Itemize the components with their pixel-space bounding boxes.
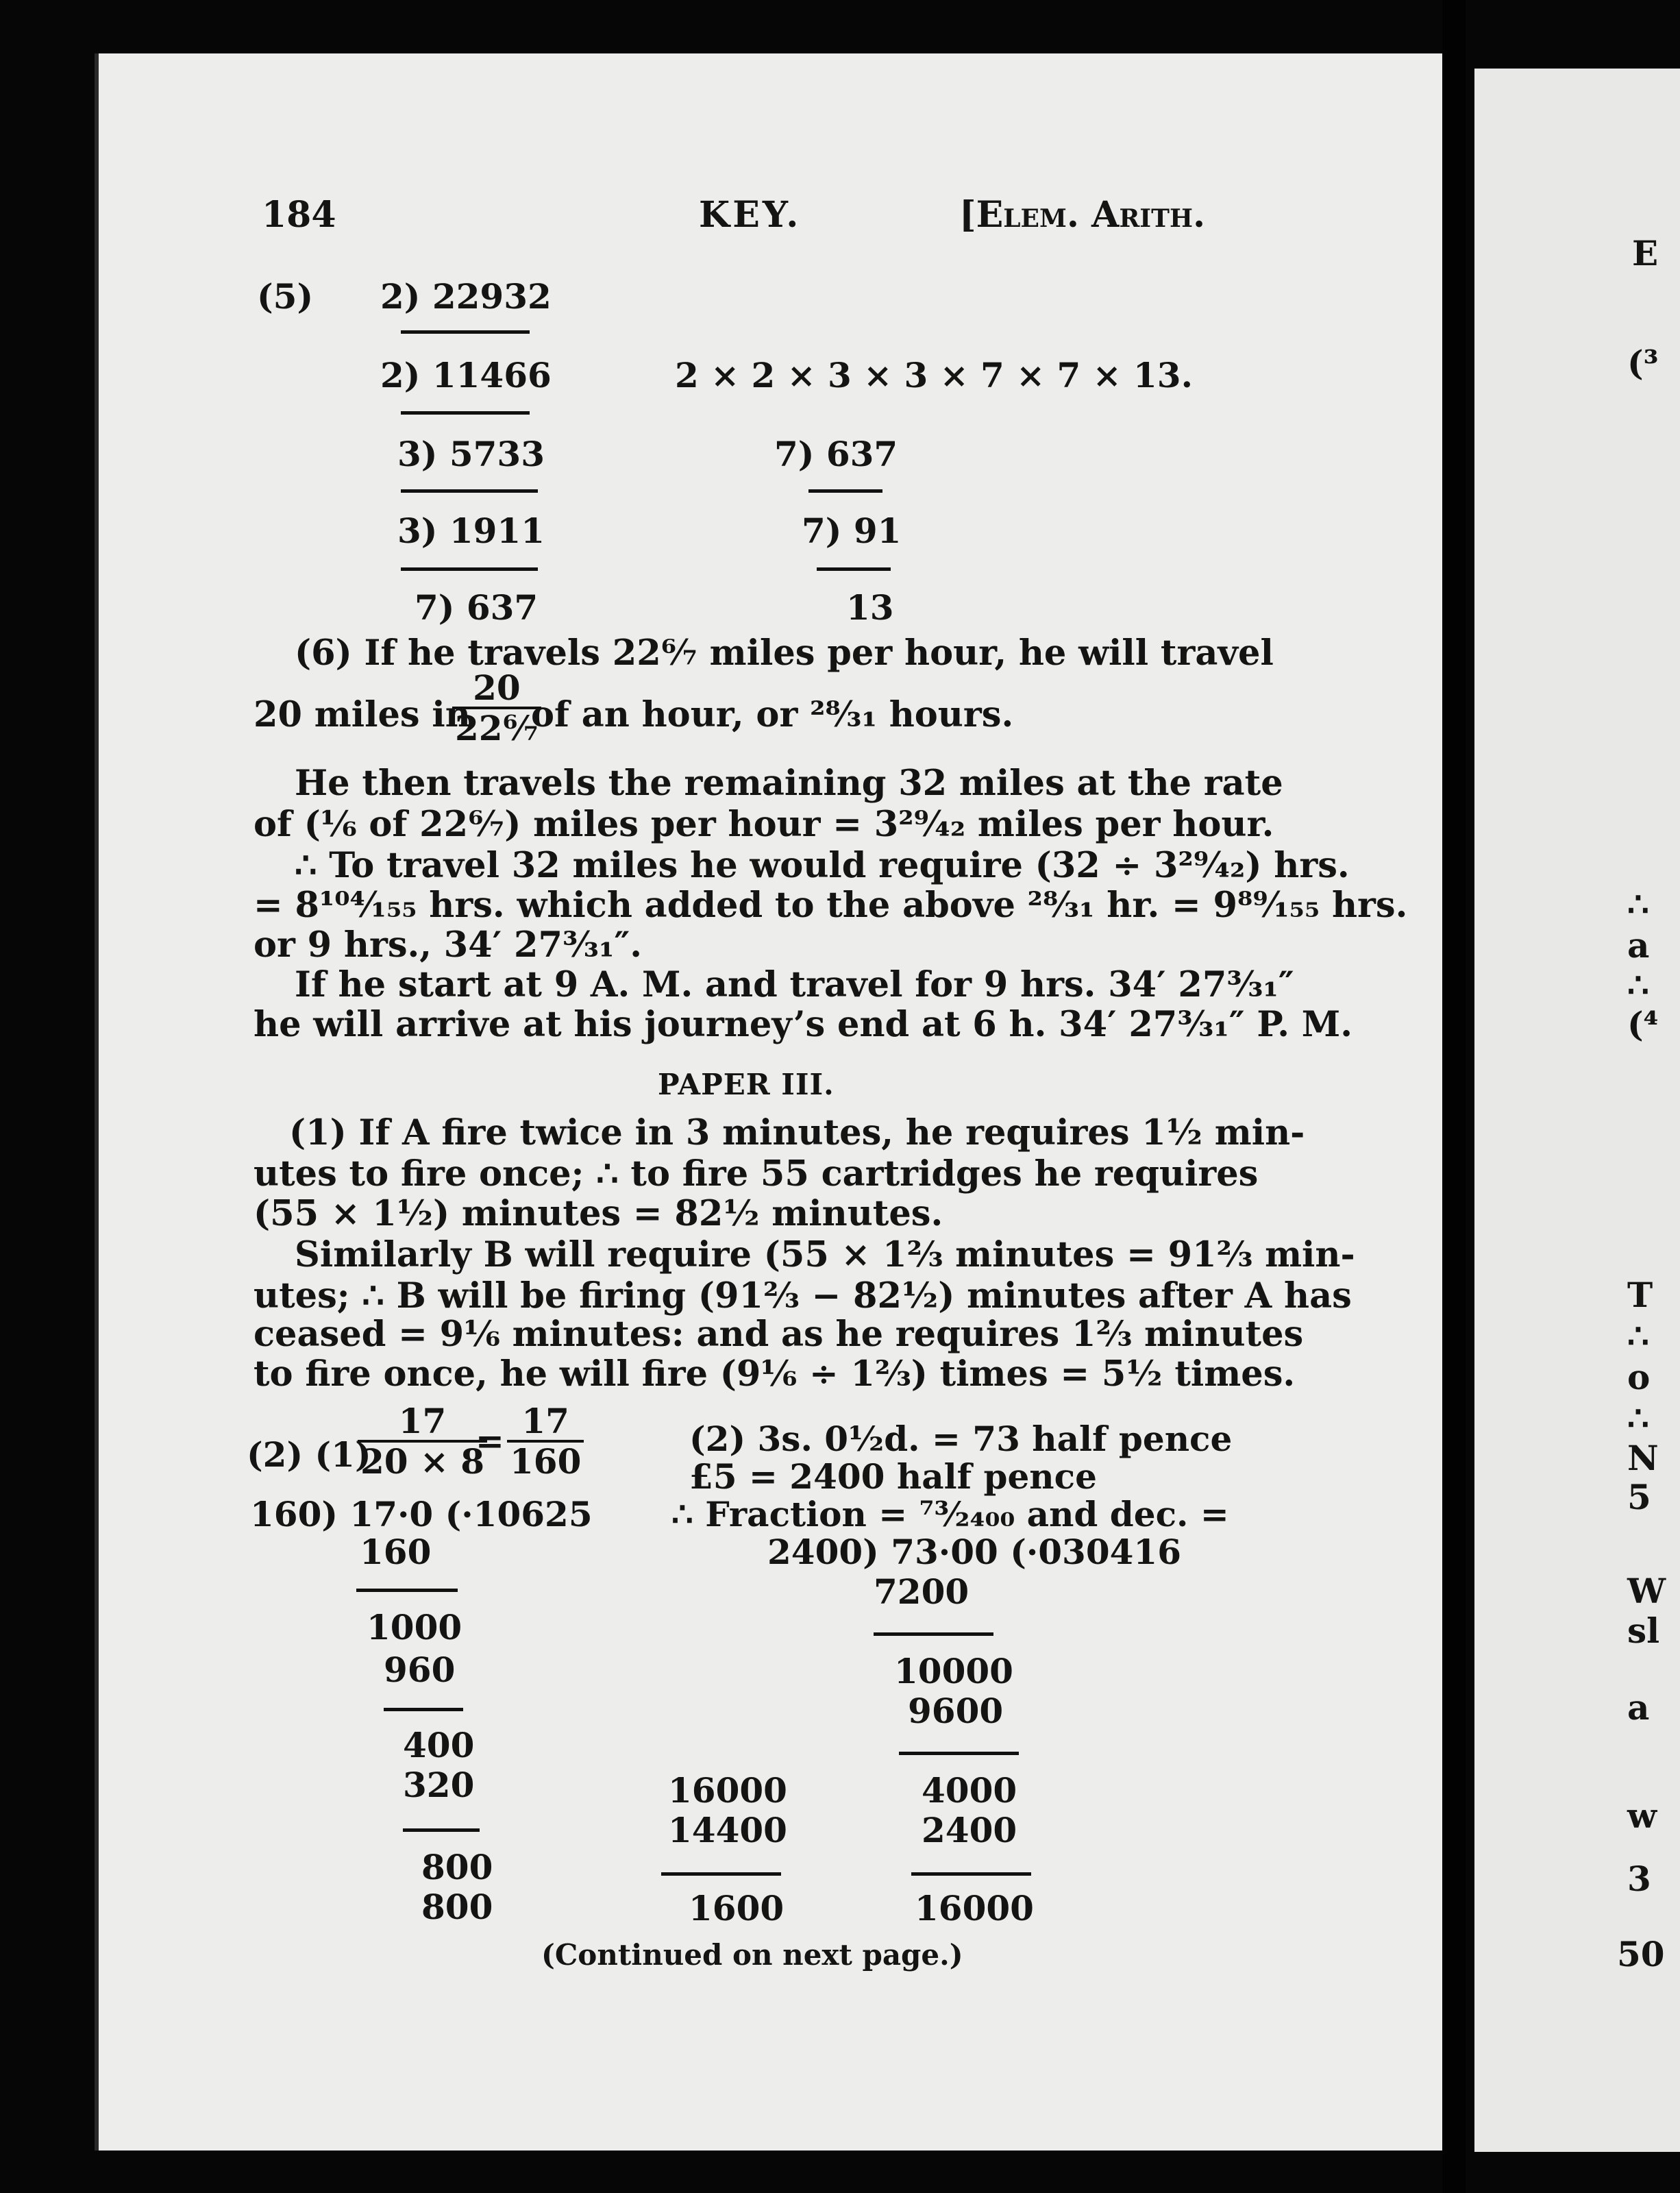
q2-fraction-2-denominator: 160 [507, 1440, 584, 1480]
q2-right-work: 16000 [915, 1888, 1034, 1928]
q2-middle-work: 16000 [668, 1770, 787, 1811]
next-page-fragment: ∴ [1627, 1398, 1649, 1438]
q5-rule [401, 330, 530, 334]
q6-para4-line-2: he will arrive at his journey’s end at 6 h. 34′ 27³⁄₃₁″ P. M. [254, 1004, 1352, 1045]
next-page-fragment: 5 [1627, 1477, 1651, 1517]
q2-left-work: 160 [360, 1532, 432, 1572]
q6-para3-line-3: or 9 hrs., 34′ 27³⁄₃₁″. [254, 924, 643, 966]
q2-rule [403, 1828, 480, 1832]
page-title: KEY. [699, 194, 802, 236]
next-page-fragment: ∴ [1627, 1316, 1649, 1356]
q2-rule [661, 1872, 781, 1876]
q2-right-work: 4000 [922, 1770, 1017, 1811]
q5-label: (5) [257, 276, 314, 317]
q2-right-line-3: ∴ Fraction = ⁷³⁄₂₄₀₀ and dec. = [671, 1494, 1229, 1534]
q2-fraction-1-numerator: 17 [398, 1401, 447, 1441]
q2-middle-work: 14400 [668, 1810, 787, 1850]
q2-left-work: 1000 [367, 1607, 462, 1647]
q5-right-division-1: 7) 637 [774, 434, 898, 474]
next-page-fragment: w [1627, 1796, 1657, 1836]
q6-para2-line-1: He then travels the remaining 32 miles at the rate [295, 763, 1283, 804]
q2-fraction-2-numerator: 17 [521, 1401, 569, 1441]
q6-para3-line-1: ∴ To travel 32 miles he would require (32 ÷ 3²⁹⁄₄₂) hrs. [295, 845, 1350, 886]
running-head: [Elem. Arith. [959, 194, 1206, 236]
q2-label: (2) (1) [247, 1434, 371, 1475]
q2-rule [899, 1752, 1019, 1755]
q5-rule [817, 567, 891, 571]
q2-left-work: 400 [403, 1725, 475, 1765]
paper3-q1b-line-2: utes; ∴ B will be firing (91⅔ − 82½) minutes after A has [254, 1275, 1352, 1316]
q2-right-work: 7200 [874, 1571, 969, 1612]
q2-left-work: 320 [403, 1765, 475, 1805]
book-spine [1442, 0, 1466, 2193]
q2-right-work: 9600 [908, 1691, 1004, 1731]
q5-rule [401, 489, 538, 493]
q6-line-2-pre: 20 miles in [254, 694, 471, 735]
q5-rule [401, 411, 530, 415]
q6-line-1: (6) If he travels 22⁶⁄₇ miles per hour, he will travel [295, 633, 1274, 674]
paper3-q1b-line-1: Similarly B will require (55 × 1⅔ minutes = 91⅔ min- [295, 1234, 1355, 1275]
continued-note: (Continued on next page.) [541, 1938, 963, 1972]
next-page-fragment: ∴ [1627, 965, 1649, 1005]
paper3-q1-line-1: (1) If A fire twice in 3 minutes, he requires 1½ min- [289, 1112, 1305, 1153]
page-number: 184 [262, 194, 336, 236]
q6-fraction-numerator: 20 [473, 667, 521, 708]
q6-line-2-post: of an hour, or ²⁸⁄₃₁ hours. [531, 694, 1014, 735]
next-page-fragment: a [1627, 1687, 1650, 1728]
q6-fraction-denominator: 22⁶⁄₇ [452, 707, 541, 747]
q5-result: 13 [846, 587, 894, 628]
q2-equals: = [475, 1421, 504, 1461]
next-page-fragment: ∴ [1627, 884, 1649, 924]
q2-right-work: 10000 [894, 1651, 1013, 1691]
q5-division-4: 3) 1911 [397, 511, 545, 551]
q2-left-work: 800 [421, 1847, 493, 1887]
q6-para2-line-2: of (⅙ of 22⁶⁄₇) miles per hour = 3²⁹⁄₄₂ miles per hour. [254, 804, 1274, 845]
q5-division-2: 2) 11466 [380, 355, 552, 395]
q2-right-line-1: (2) 3s. 0½d. = 73 half pence [689, 1419, 1233, 1459]
q2-right-line-2: £5 = 2400 half pence [689, 1456, 1097, 1497]
q5-division-1: 2) 22932 [380, 276, 552, 317]
q2-rule [874, 1632, 993, 1636]
q2-fraction-1-denominator: 20 × 8 [358, 1440, 487, 1480]
q2-fraction-2 [507, 1401, 584, 1482]
next-page-fragment: 50 [1617, 1934, 1665, 1974]
next-page-fragment: sl [1627, 1610, 1660, 1651]
q2-left-work: 960 [384, 1650, 456, 1690]
q5-rule [808, 489, 882, 493]
paper3-q1-line-3: (55 × 1½) minutes = 82½ minutes. [254, 1193, 943, 1234]
next-page-fragment: (³ [1627, 343, 1659, 383]
q5-division-3: 3) 5733 [397, 434, 545, 474]
next-page-fragment: E [1632, 233, 1659, 273]
q2-rule [384, 1708, 463, 1711]
next-page-fragment: W [1627, 1571, 1666, 1611]
q2-right-work: 2400 [922, 1810, 1017, 1850]
q2-rule [356, 1589, 458, 1592]
next-page-fragment: T [1627, 1275, 1653, 1315]
q2-rule [911, 1872, 1031, 1876]
paper3-q1-line-2: utes to fire once; ∴ to fire 55 cartridges he requires [254, 1153, 1259, 1194]
next-page-fragment: 3 [1627, 1859, 1651, 1899]
q2-fraction-1 [358, 1401, 487, 1482]
q5-rule [401, 567, 538, 571]
q5-right-division-2: 7) 91 [802, 511, 902, 551]
q5-factors: 2 × 2 × 3 × 3 × 7 × 7 × 13. [675, 355, 1193, 395]
q6-fraction [452, 667, 541, 748]
section-heading: PAPER III. [658, 1068, 835, 1101]
q2-left-work: 800 [421, 1887, 493, 1927]
paper3-q1b-line-4: to fire once, he will fire (9⅙ ÷ 1⅔) times = 5½ times. [254, 1353, 1296, 1395]
next-page-fragment: (⁴ [1627, 1004, 1659, 1044]
q2-left-division: 160) 17·0 (·10625 [250, 1494, 593, 1534]
q2-middle-work: 1600 [689, 1888, 785, 1928]
paper3-q1b-line-3: ceased = 9⅙ minutes: and as he requires 1⅔ minutes [254, 1314, 1304, 1355]
q6-para4-line-1: If he start at 9 A. M. and travel for 9 hrs. 34′ 27³⁄₃₁″ [295, 964, 1294, 1005]
q6-para3-line-2: = 8¹⁰⁴⁄₁₅₅ hrs. which added to the above ²⁸⁄₃₁ hr. = 9⁸⁹⁄₁₅₅ hrs. [254, 885, 1408, 926]
next-page-fragment: o [1627, 1357, 1651, 1397]
next-page-fragment: a [1627, 925, 1650, 966]
next-page-fragment: N [1627, 1438, 1659, 1478]
q2-right-division: 2400) 73·00 (·030416 [767, 1532, 1182, 1572]
q5-division-5: 7) 637 [415, 587, 539, 628]
